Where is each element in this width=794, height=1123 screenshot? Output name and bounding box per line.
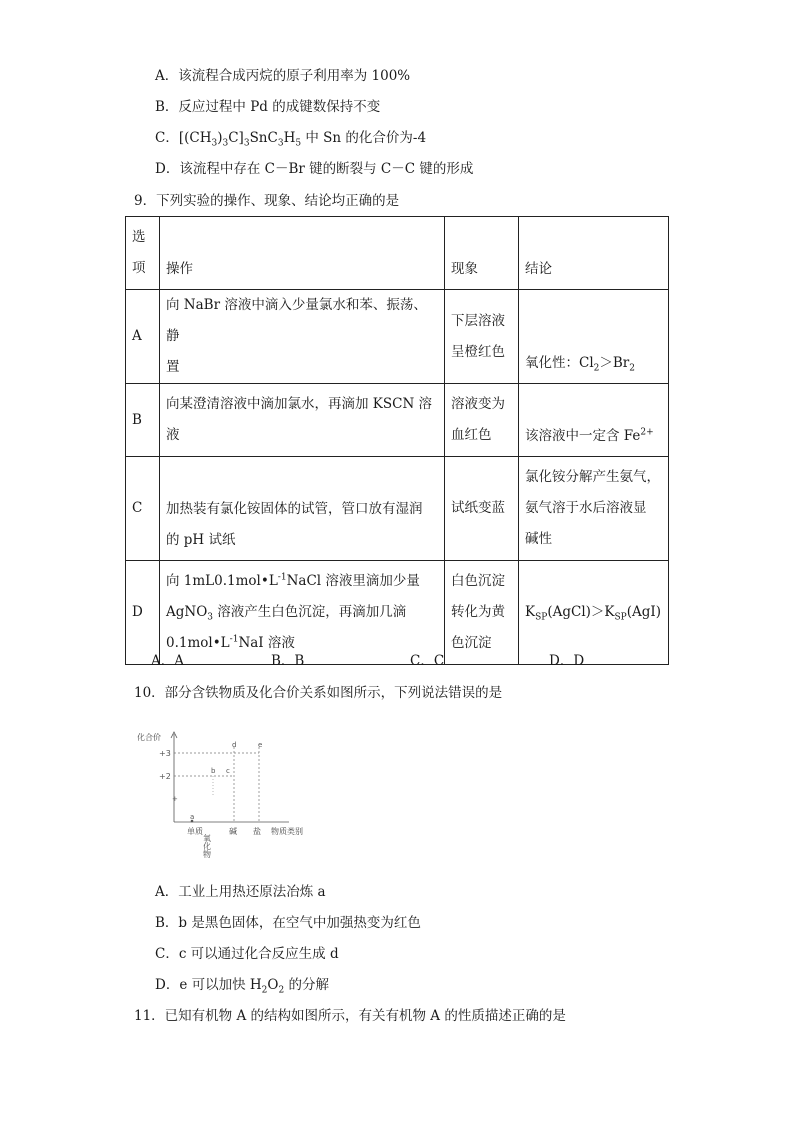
table-row <box>126 290 669 384</box>
row-phenomenon: 试纸变蓝 <box>445 457 519 561</box>
q9-table <box>125 216 669 665</box>
q9-stem: 9．下列实验的操作、现象、结论均正确的是 <box>134 193 400 209</box>
point-label-b: b <box>211 767 216 775</box>
row-option: B <box>126 384 160 457</box>
table-row <box>126 384 669 457</box>
row-operation: 加热装有氯化铵固体的试管，管口放有湿润 的 pH 试纸 <box>160 457 445 561</box>
answer-option: C．C <box>410 653 445 669</box>
point-label-c: c <box>226 767 230 775</box>
row-option: D <box>126 561 160 665</box>
answer-option: A．A <box>151 653 184 669</box>
q10-stem: 10．部分含铁物质及化合价关系如图所示，下列说法错误的是 <box>134 685 503 701</box>
header-conclusion: 结论 <box>519 217 669 290</box>
figure-svg <box>137 726 303 858</box>
point-label-a: a <box>190 813 195 821</box>
header-option: 选 项 <box>126 217 160 290</box>
header-operation: 操作 <box>160 217 445 290</box>
q11-stem: 11．已知有机物 A 的结构如图所示，有关有机物 A 的性质描述正确的是 <box>134 1008 566 1024</box>
row-phenomenon: 下层溶液 呈橙红色 <box>445 290 519 384</box>
row-conclusion: 氯化铵分解产生氨气， 氨气溶于水后溶液显 碱性 <box>519 457 669 561</box>
header-phenomenon: 现象 <box>445 217 519 290</box>
q10-option-b: B．b 是黑色固体，在空气中加强热变为红色 <box>155 915 421 931</box>
q8-option-b: B．反应过程中 Pd 的成键数保持不变 <box>155 99 381 115</box>
category-label: 盐 <box>253 827 261 836</box>
q10-option-c: C．c 可以通过化合反应生成 d <box>155 946 339 962</box>
row-operation: 向某澄清溶液中滴加氯水，再滴加 KSCN 溶 液 <box>160 384 445 457</box>
tick-label-plus3: +3 <box>159 749 171 758</box>
row-operation: 向 NaBr 溶液中滴入少量氯水和苯、振荡、静 置 <box>160 290 445 384</box>
q8-option-d: D．该流程中存在 C－Br 键的断裂与 C－C 键的形成 <box>155 161 474 177</box>
row-conclusion: $K_{SP}(AgCl)>K_{SP}(AgI)$ <box>519 561 669 665</box>
row-phenomenon: 白色沉淀 转化为黄 色沉淀 <box>445 561 519 665</box>
category-label: 碱 <box>229 827 237 836</box>
category-label: 单质 <box>187 827 203 836</box>
row-option: A <box>126 290 160 384</box>
row-phenomenon: 溶液变为 血红色 <box>445 384 519 457</box>
q8-option-a: A．该流程合成丙烷的原子利用率为 100% <box>155 68 411 84</box>
point-label-d: d <box>232 741 237 749</box>
row-conclusion: 氧化性：$Cl_2>Br_2$ <box>519 290 669 384</box>
q10-option-d: D．e 可以加快 $H_2O_2$ 的分解 <box>155 977 330 996</box>
table-row <box>126 457 669 561</box>
table-header-row <box>126 217 669 290</box>
table-row <box>126 561 669 665</box>
q8-option-c: C．$[(CH_3)_3C]_3SnC_3H_5$ 中 Sn 的化合价为-4 <box>155 130 427 149</box>
y-axis-label: 化合价 <box>137 733 161 742</box>
answer-option: B．B <box>271 653 305 669</box>
tick-mark: + <box>172 795 178 803</box>
row-option: C <box>126 457 160 561</box>
answer-option: D．D <box>549 653 585 669</box>
x-axis-label: 物质类别 <box>271 827 303 836</box>
tick-label-plus2: +2 <box>159 772 171 781</box>
row-operation: 向 $1mL0.1mol•L^{-1}NaCl$ 溶液里滴加少量 AgNO$_3$ 溶液产生白色沉淀，再滴加几滴 $0.1mol•L^{-1}NaI$ 溶液 <box>160 561 445 665</box>
q10-option-a: A．工业上用热还原法冶炼 a <box>155 884 326 900</box>
category-label: 氧化物 <box>202 834 212 858</box>
iron-valence-figure <box>137 726 303 858</box>
row-conclusion: 该溶液中一定含 $Fe^{2+}$ <box>519 384 669 457</box>
point-label-e: e <box>258 741 263 749</box>
